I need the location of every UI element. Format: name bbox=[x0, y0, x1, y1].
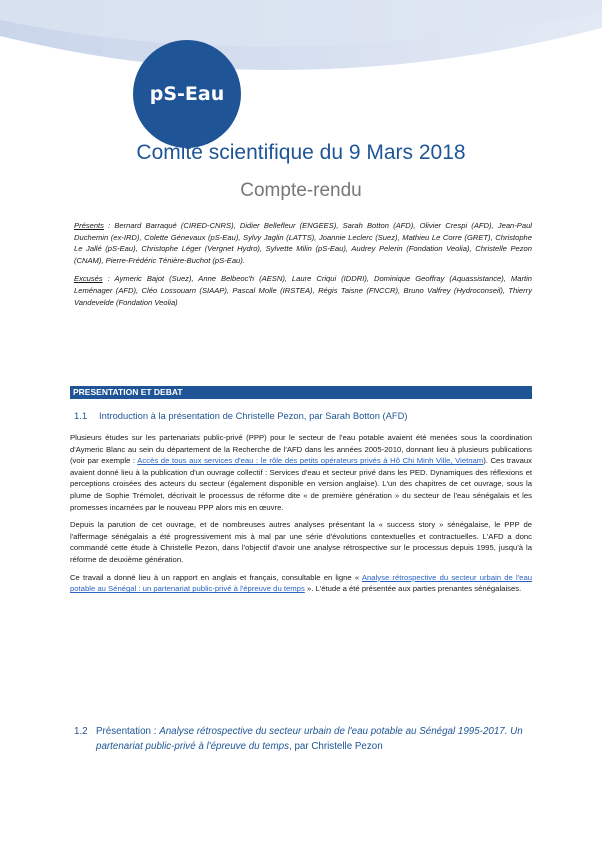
subsection-number: 1.2 bbox=[74, 726, 88, 737]
paragraph-2: Depuis la parution de cet ouvrage, et de nombreuses autres analyses présentant la « success story » sénégalaise, le PPP de l'affermage sénégalais a été progressivement mis à mal par une série d'évolutions contextuelles et contractuelles. L'AFD a donc commandé cette étude à Christelle Pezon, dans l'objectif d'avoir une analyse rétrospective sur le processus depuis 1995, jusqu'à la réforme de deuxième génération. bbox=[70, 520, 532, 564]
paragraph-3: Ce travail a donné lieu à un rapport en anglais et français, consultable en ligne « Analyse rétrospective du secteur urbain de l'eau potable au Sénégal : un partenariat public-privé à l'épreuve du temps ». L'étude a été présentée aux parties prenantes sénégalaises. bbox=[70, 572, 532, 594]
present-list bbox=[74, 220, 532, 266]
pseau-logo bbox=[133, 40, 241, 148]
excused-label: Excusés bbox=[74, 274, 103, 284]
logo-text: pS-Eau bbox=[149, 83, 225, 105]
document-title: Comité scientifique du 9 Mars 2018 bbox=[136, 141, 466, 164]
section-body bbox=[70, 432, 532, 601]
header-wave bbox=[0, 0, 602, 85]
paragraph-1: Plusieurs études sur les partenariats public-privé (PPP) pour le secteur de l'eau potable avaient été menées sous la coordination d'Aymeric Blanc au sein du département de la Recherche de l'AFD dans les années 2005-2010, donnant lieu à plusieurs publications (voir par exemple : Accès de tous aux services d'eau : le rôle des petits opérateurs privés à Hô Chi Minh Ville, Vietnam). Ces travaux avaient donné lieu à la publication d'un ouvrage collectif : Services d'eau et secteur privé dans les PED. Dynamiques des réflexions et perceptions croisées des acteurs du secteur (également disponible en version anglaise). L'un des chapitres de cet ouvrage, sous la plume de Sophie Trémolet, décrivait le processus de réforme dite « de première génération » du secteur de l'eau sénégalais et les promesses incarnées par le nouveau PPP alors mis en œuvre. bbox=[70, 433, 532, 512]
excused-names: : Aymeric Bajot (Suez), Anne Belbeoc'h (AESN), Laure Criqui (IDDRI), Dominique Geoffray (Aquassistance), Martin Leménager (AFD), Cléo Lossouarn (SIAAP), Pascal Molle (IRSTEA), Régis Taisne (FNCCR), Bruno Valfrey (Hydroconseil), Thierry Vandevelde (Fondation Veolia) bbox=[74, 274, 532, 307]
link-analyse-retrospective[interactable]: Analyse rétrospective du secteur urbain de l'eau potable au Sénégal : un partenariat public-privé à l'épreuve du temps bbox=[70, 572, 532, 594]
attendance-block bbox=[74, 220, 532, 315]
section-heading: PRESENTATION ET DEBAT bbox=[70, 386, 532, 399]
subsection-heading-1-1 bbox=[74, 410, 532, 421]
excused-list bbox=[74, 273, 532, 308]
link-petits-operateurs[interactable]: Accès de tous aux services d'eau : le rôle des petits opérateurs privés à Hô Chi Minh Ville, Vietnam bbox=[137, 456, 484, 466]
present-label: Présents bbox=[74, 221, 104, 230]
subsection-title: Présentation : Analyse rétrospective du secteur urbain de l'eau potable au Sénégal 1995-2017. Un partenariat public-privé à l'épreuve du temps, par Christelle Pezon bbox=[96, 726, 523, 752]
subsection-heading-1-2 bbox=[74, 724, 532, 754]
subsection-number: 1.1 bbox=[74, 410, 88, 421]
subsection-title: Introduction à la présentation de Christelle Pezon, par Sarah Botton (AFD) bbox=[99, 410, 408, 421]
present-names: : Bernard Barraqué (CIRED-CNRS), Didier Bellefleur (ENGEES), Sarah Botton (AFD), Olivier Crespi (AFD), Jean-Paul Duchemin (ex-IRD), Colette Génevaux (pS-Eau), Sylvy Jaglin (LATTS), Joannie Leclerc (Suez), Mathieu Le Corre (GRET), Christophe Le Jallé (pS-Eau), Christophe Léger (Vergnet Hydro), Sylvette Milin (pS-Eau), Audrey Pelerin (Fondation Veolia), Christelle Pezon (CNAM), Pierre-Frédéric Ténière-Buchot (pS-Eau). bbox=[74, 221, 532, 265]
document-subtitle: Compte-rendu bbox=[240, 180, 362, 201]
